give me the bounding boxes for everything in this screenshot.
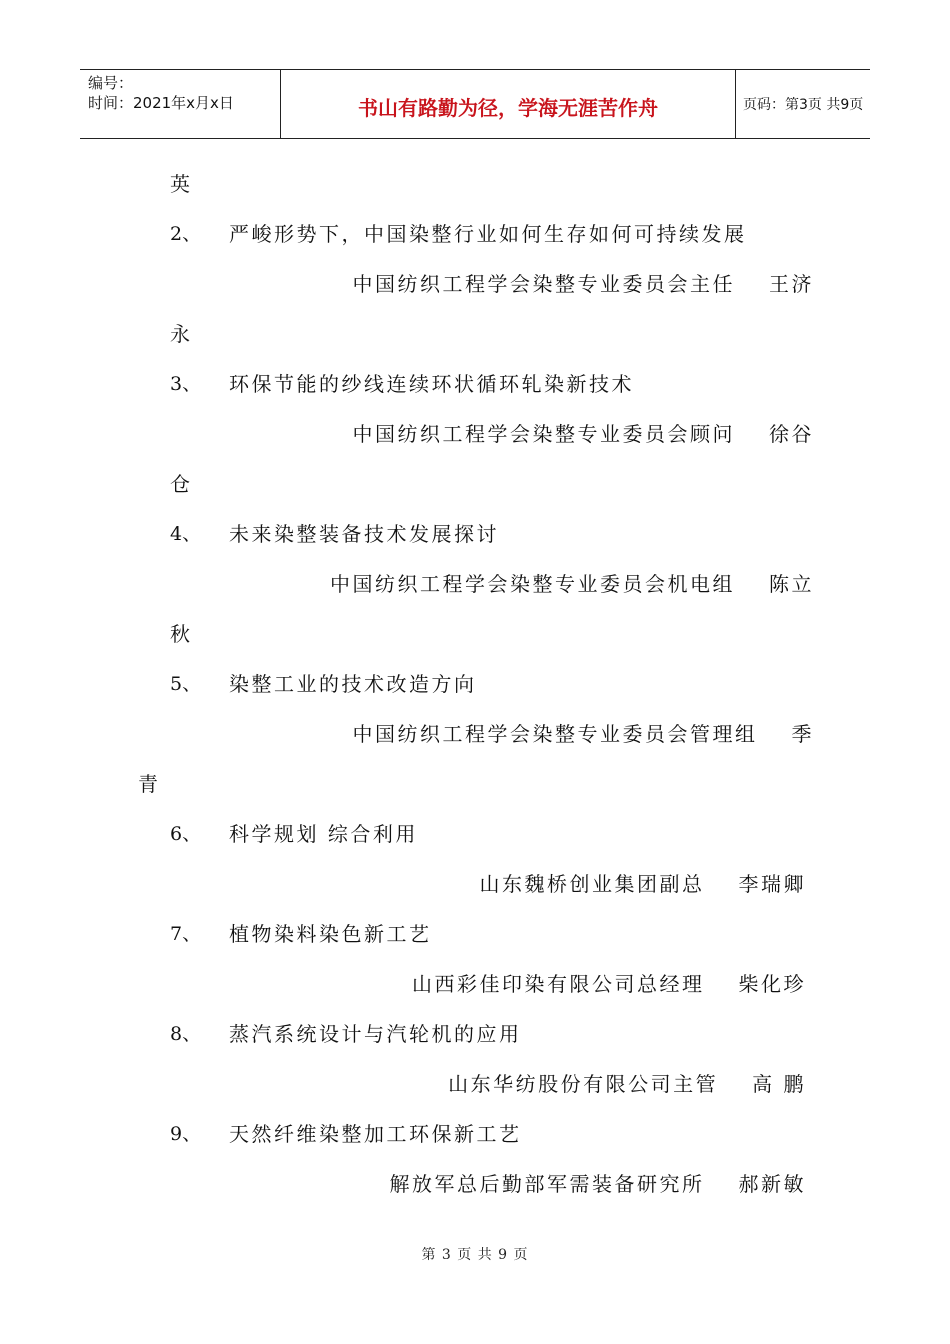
speaker-org: 山东华纺股份有限公司主管	[448, 1072, 719, 1096]
speaker-name: 徐谷	[769, 422, 814, 446]
speaker-name: 季	[791, 722, 814, 746]
item-title: 科学规划 综合利用	[229, 822, 418, 846]
item-speaker	[353, 422, 815, 446]
document-time-label: 时间：2021年x月x日	[88, 94, 234, 112]
item-title: 染整工业的技术改造方向	[229, 672, 477, 696]
speaker-name: 柴化珍	[738, 972, 806, 996]
item-speaker	[412, 972, 806, 996]
speaker-name-wrap: 秋	[170, 622, 193, 646]
speaker-org: 解放军总后勤部军需装备研究所	[389, 1172, 705, 1196]
item-title: 蒸汽系统设计与汽轮机的应用	[229, 1022, 522, 1046]
speaker-org: 中国纺织工程学会染整专业委员会管理组	[352, 722, 758, 746]
item-number: 7、	[170, 923, 202, 945]
speaker-name-wrap: 永	[170, 322, 193, 346]
item-number: 5、	[170, 673, 202, 695]
header-motto: 书山有路勤为径，学海无涯苦作舟	[358, 96, 658, 120]
item-number: 8、	[170, 1023, 202, 1045]
item-number: 2、	[170, 223, 202, 245]
speaker-org: 中国纺织工程学会染整专业委员会机电组	[330, 572, 735, 596]
item-speaker	[353, 722, 815, 746]
header-motto-cell	[280, 70, 736, 138]
speaker-name-wrap: 仓	[170, 472, 193, 496]
item-number: 3、	[170, 373, 202, 395]
speaker-org: 山西彩佳印染有限公司总经理	[412, 972, 705, 996]
item-title: 植物染料染色新工艺	[229, 922, 432, 946]
item-speaker	[353, 272, 815, 296]
speaker-name: 王济	[769, 272, 814, 296]
continued-speaker-name: 英	[170, 172, 193, 196]
item-speaker	[330, 572, 814, 596]
item-title: 环保节能的纱线连续环状循环轧染新技术	[229, 372, 634, 396]
speaker-name: 郝新敏	[738, 1172, 806, 1196]
speaker-name-wrap: 青	[138, 772, 161, 796]
item-speaker	[480, 872, 807, 896]
item-speaker	[390, 1172, 807, 1196]
item-title: 未来染整装备技术发展探讨	[229, 522, 499, 546]
item-speaker	[448, 1072, 806, 1096]
header-page-cell	[735, 70, 870, 138]
item-title: 严峻形势下，中国染整行业如何生存如何可持续发展	[229, 222, 747, 246]
speaker-org: 中国纺织工程学会染整专业委员会顾问	[352, 422, 735, 446]
speaker-name: 陈立	[769, 572, 814, 596]
speaker-name: 高 鹏	[752, 1072, 806, 1096]
item-number: 4、	[170, 523, 202, 545]
speaker-org: 中国纺织工程学会染整专业委员会主任	[352, 272, 735, 296]
page-footer: 第 3 页 共 9 页	[421, 1247, 529, 1263]
document-number-label: 编号：	[88, 74, 134, 92]
speaker-name: 李瑞卿	[738, 872, 806, 896]
item-number: 9、	[170, 1123, 202, 1145]
item-title: 天然纤维染整加工环保新工艺	[229, 1122, 522, 1146]
header-meta-cell	[80, 70, 280, 138]
header-page-info: 页码：第3页 共9页	[743, 97, 864, 113]
page-header	[80, 69, 870, 139]
speaker-org: 山东魏桥创业集团副总	[479, 872, 705, 896]
item-number: 6、	[170, 823, 202, 845]
